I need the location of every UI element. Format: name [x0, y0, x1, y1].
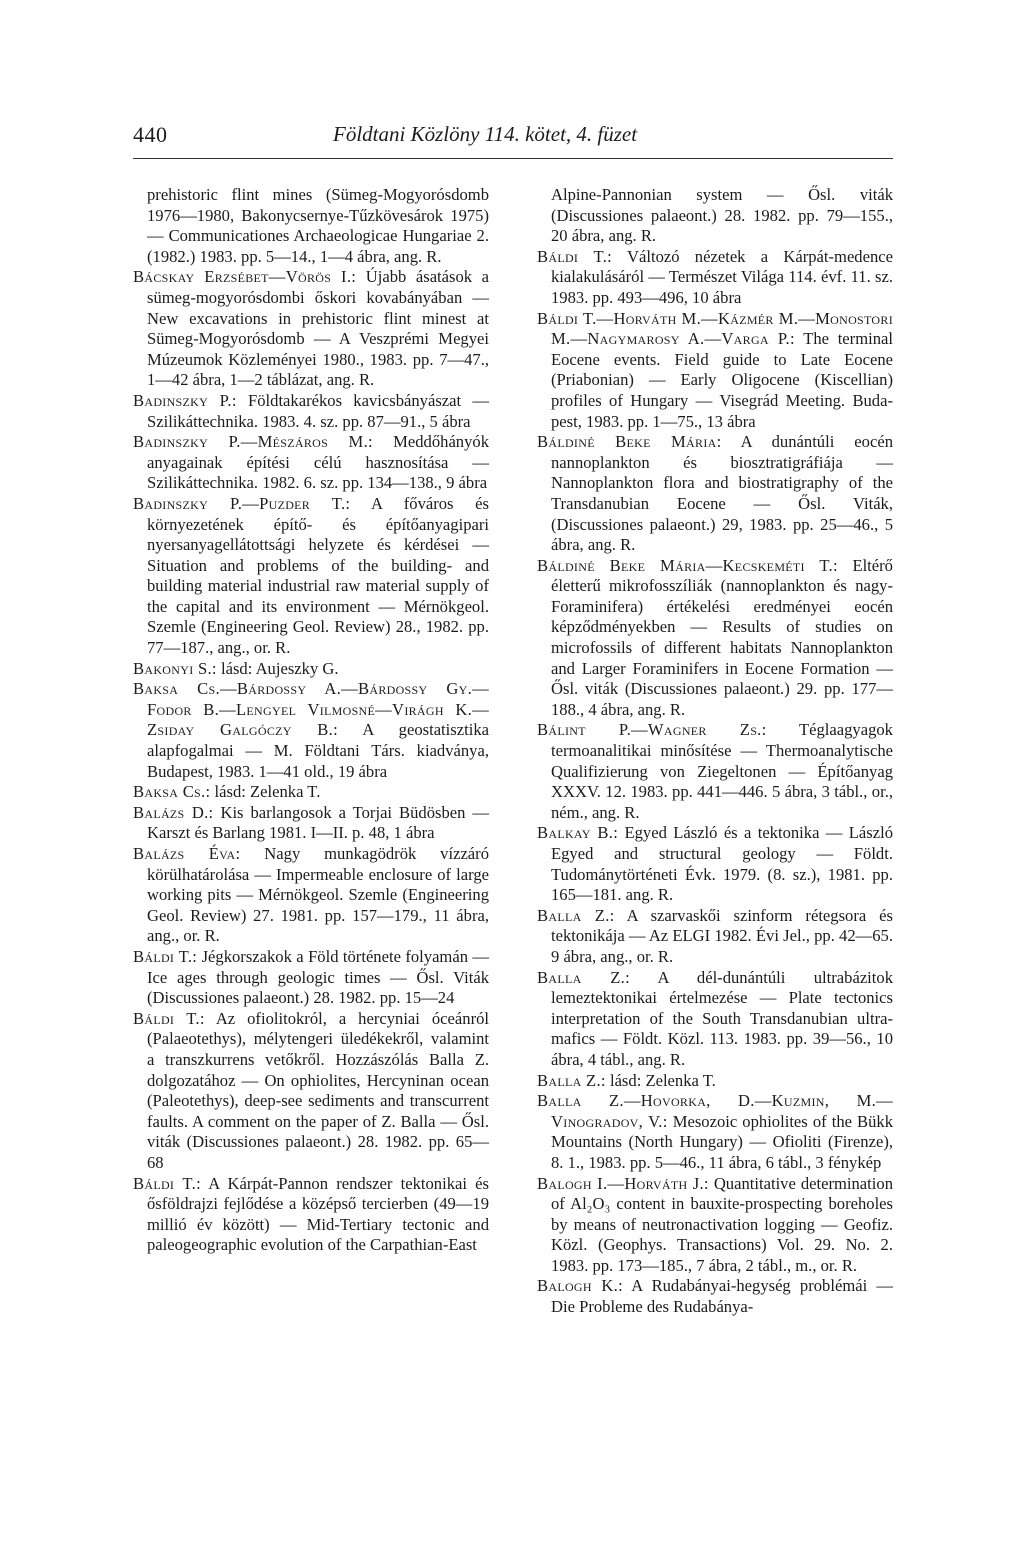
entry-text: prehistoric flint mines (Sümeg-Mogyorósdomb 1976—1980, Bakonycsernye-Tűzkövesárok 1975) — Communicationes Archaeologicae Hungariae 2. (1982.) 1983. pp. 5—14., 1—4 ábra, ang. R.	[147, 185, 489, 266]
entry-text: Mesozoic ophiolites of the Bükk Mountains (North Hungary) — Ofioliti (Firenze), 8. 1., 1983. pp. 5—46., 11 ábra, 6 tábl., 3 fénykép	[551, 1111, 894, 1172]
right-column	[537, 185, 893, 1318]
entry-text: A dunántúli eocén nannoplankton és biosztratigráfiája — Nannoplankton flora and biostratigraphy of the Transdanubian Eocene — Ősl. Viták, (Discussiones palaeont.) 29, 1983. pp. 25—46., 5 ábra, ang. R.	[551, 432, 893, 555]
bibliography-entry	[133, 782, 489, 803]
entry-text: Meddőhányók anyagainak építési célú hasznosítása — Szilikáttechnika. 1982. 6. sz. pp. 134—138., 9 ábra	[147, 432, 489, 493]
entry-text: Az ofiolitokról, a hercyniai óceánról (Palaeotethys), mélytengeri üledékekről, valamint a transzkurrens vetőkről. Hozzászólás Balla Z. dolgozatához — On ophiolites, Hercyninan ocean (Paleotethys), deep-see sediments and transcurrent faults. A comment on the paper of Z. Balla — Ősl. viták (Discussiones palaeont.) 28. 1982. pp. 65—68	[147, 1008, 489, 1172]
bibliography-entry	[537, 1276, 893, 1317]
bibliography-entry	[537, 1174, 893, 1277]
bibliography-entry	[537, 823, 893, 905]
entry-text: Alpine-Pannonian system — Ősl. viták (Discussiones palaeont.) 28. 1982. pp. 79—155., 20 ábra, ang. R.	[551, 185, 893, 246]
bibliography-entry	[537, 309, 893, 433]
entry-text: A Kárpát-Pannon rendszer tektonikai és ősföldrajzi fejlődése a középső tercierben (49—19 millió év között) — Mid-Tertiary tectonic and paleogeographic evolution of the Carpathian-East	[147, 1173, 490, 1255]
bibliography-entry	[133, 844, 489, 947]
left-column	[133, 185, 489, 1256]
bibliography-entry	[133, 267, 489, 391]
entry-author: Balázs Éva:	[133, 844, 241, 863]
entry-text: A dél-dunántúli ultrabázitok lemeztektonikai értelmezése — Plate tectonics interpretation of the South Transdanubian ultra-mafics — Földt. Közl. 113. 1983. pp. 39—56., 10 ábra, 4 tábl., ang. R.	[551, 967, 894, 1069]
entry-text: Eltérő életterű mikrofosszíliák (nannoplankton és nagy-Foraminifera) értékelési eredményei eocén képződményekben — Results of studies on microfossils of different habitats Nannoplankton and Larger Foraminifers in Eocene Formation — Ősl. viták (Discussiones palaeont.) 29. pp. 177—188., 4 ábra, ang. R.	[551, 555, 893, 719]
bibliography-entry	[133, 185, 489, 267]
entry-author: Balla Z.:	[537, 905, 615, 925]
bibliography-entry	[537, 720, 893, 823]
bibliography-entry	[537, 1071, 893, 1092]
entry-author: Balla Z.—Hovorka, D.—Kuzmin, M.—Vinogradov, V.:	[537, 1091, 893, 1131]
entry-text: Quantitative determination of Al₂O₃ content in bauxite-prospecting boreholes by means of neutronactivation logging — Geofiz. Közl. (Geophys. Transactions) Vol. 29. No. 2. 1983. pp. 173—185., 7 ábra, 2 tábl., m., or. R.	[551, 1173, 893, 1275]
entry-author: Báldi T.:	[133, 1008, 205, 1028]
entry-text: A geostatisztika alapfogalmai — M. Földtani Társ. kiadványa, Budapest, 1983. 1—41 old., 19 ábra	[147, 720, 489, 781]
bibliography-entry	[133, 947, 489, 1009]
entry-author: Badinszky P.—Mészáros M.:	[133, 432, 373, 452]
entry-text: Téglaagyagok termoanalitikai minősítése — Thermoanalytische Qualifizierung von Ziegeltonen — Építőanyag XXXV. 12. 1983. pp. 441—446. 5 ábra, 3 tábl., or., ném., ang. R.	[551, 720, 893, 822]
entry-author: Báldi T.:	[537, 246, 613, 266]
bibliography-entry	[133, 391, 489, 432]
entry-text: Kis barlangosok a Torjai Büdösben — Karszt és Barlang 1981. I—II. p. 48, 1 ábra	[147, 802, 489, 843]
bibliography-entry	[537, 432, 893, 556]
entry-text: Egyed László és a tektonika — László Egyed and structural geology — Földt. Tudománytörténeti Évk. 1979. (8. sz.), 1981. pp. 165—181. ang. R.	[551, 823, 893, 905]
journal-title: Földtani Közlöny 114. kötet, 4. füzet	[333, 122, 638, 146]
bibliography-entry	[537, 1091, 893, 1173]
entry-author: Baksa Cs.:	[133, 782, 211, 802]
entry-author: Balla Z.:	[537, 1070, 606, 1090]
bibliography-entry	[133, 1174, 489, 1256]
bibliography-entry	[537, 247, 893, 309]
page-header	[133, 122, 893, 158]
bibliography-entry	[133, 432, 489, 494]
bibliography-entry	[537, 968, 893, 1071]
page-number: 440	[133, 122, 168, 147]
entry-author: Baksa Cs.—Bárdossy A.—Bárdossy Gy.—Fodor B.—Lengyel Vilmosné—Virágh K.—Zsiday Galgóczy B.:	[133, 679, 489, 740]
entry-text: A Rudabányai-hegység problémái — Die Probleme des Rudabánya-	[551, 1276, 894, 1317]
entry-author: Balogh K.:	[537, 1276, 624, 1296]
bibliography-entry	[537, 906, 893, 968]
entry-text: lásd: Zelenka T.	[605, 1070, 716, 1090]
entry-author: Báldi T.—Horváth M.—Kázmér M.—Monostori M.—Nagymarosy A.—Varga P.:	[537, 308, 893, 349]
entry-author: Báldi T.:	[133, 1173, 201, 1193]
bibliography-entry	[133, 803, 489, 844]
entry-author: Bácskay Erzsébet—Vörös I.:	[133, 267, 357, 287]
entry-author: Badinszky P.:	[133, 390, 237, 410]
entry-author: Balkay B.:	[537, 823, 619, 843]
entry-text: Újabb ásatások a sümeg-mogyorósdombi őskori kovabányában — New excavations in prehistoric flint minest at Sümeg-Mogyorósdomb — A Veszprémi Megyei Múzeumok Közleményei 1980., 1983. pp. 7—47., 1—42 ábra, 1—2 táblázat, ang. R.	[147, 267, 489, 390]
entry-author: Bakonyi S.:	[133, 658, 217, 678]
bibliography-entry	[133, 679, 489, 782]
bibliography-entry	[537, 556, 893, 721]
bibliography-entry	[537, 185, 893, 247]
entry-text: Változó nézetek a Kárpát-medence kialakulásáról — Természet Világa 114. évf. 11. sz. 1983. pp. 493—496, 10 ábra	[551, 246, 893, 307]
entry-text: lásd: Aujeszky G.	[216, 658, 339, 678]
entry-text: The terminal Eocene events. Field guide to Late Eocene (Priabonian) — Early Oligocene (Kiscellian) profiles of Hungary — Visegrád Meeting. Budapest, 1983. pp. 1—75., 13 ábra	[551, 329, 893, 431]
entry-text: lásd: Zelenka T.	[210, 782, 321, 802]
bibliography-entry	[133, 494, 489, 659]
entry-author: Balla Z.:	[537, 967, 631, 987]
entry-author: Bálint P.—Wagner Zs.:	[537, 720, 767, 740]
bibliography-entry	[133, 659, 489, 680]
header-rule	[133, 158, 893, 159]
entry-text: Földtakarékos kavicsbányászat — Szilikáttechnika. 1983. 4. sz. pp. 87—91., 5 ábra	[147, 390, 489, 431]
bibliography-entry	[133, 1009, 489, 1174]
entry-author: Badinszky P.—Puzder T.:	[133, 493, 351, 513]
entry-author: Balogh I.—Horváth J.:	[537, 1173, 709, 1193]
entry-text: Nagy munkagödrök vízzáró körülhatárolása — Impermeable enclosure of large working pits — Mérnökgeol. Szemle (Engineering Geol. Review) 27. 1981. pp. 157—179., 11 ábra, ang., or. R.	[147, 844, 489, 946]
entry-author: Báldiné Beke Mária:	[537, 432, 722, 452]
entry-text: A szarvaskői szinform rétegsora és tektonikája — Az ELGI 1982. Évi Jel., pp. 42—65. 9 ábra, ang., or. R.	[551, 905, 893, 966]
entry-author: Balázs D.:	[133, 802, 214, 822]
entry-author: Báldiné Beke Mária—Kecskeméti T.:	[537, 555, 838, 575]
entry-text: A főváros és környezetének építő- és építőanyagipari nyersanyagellátottsági helyzete és kérdései — Situation and problems of the building- and building material industrial raw material supply of the capital and its environment — Mérnökgeol. Szemle (Engineering Geol. Review) 28., 1982. pp. 77—187., ang., or. R.	[147, 493, 489, 658]
entry-author: Báldi T.:	[133, 946, 198, 966]
entry-text: Jégkorszakok a Föld története folyamán — Ice ages through geologic times — Ősl. Viták (Discussiones palaeont.) 28. 1982. pp. 15—24	[147, 946, 489, 1008]
